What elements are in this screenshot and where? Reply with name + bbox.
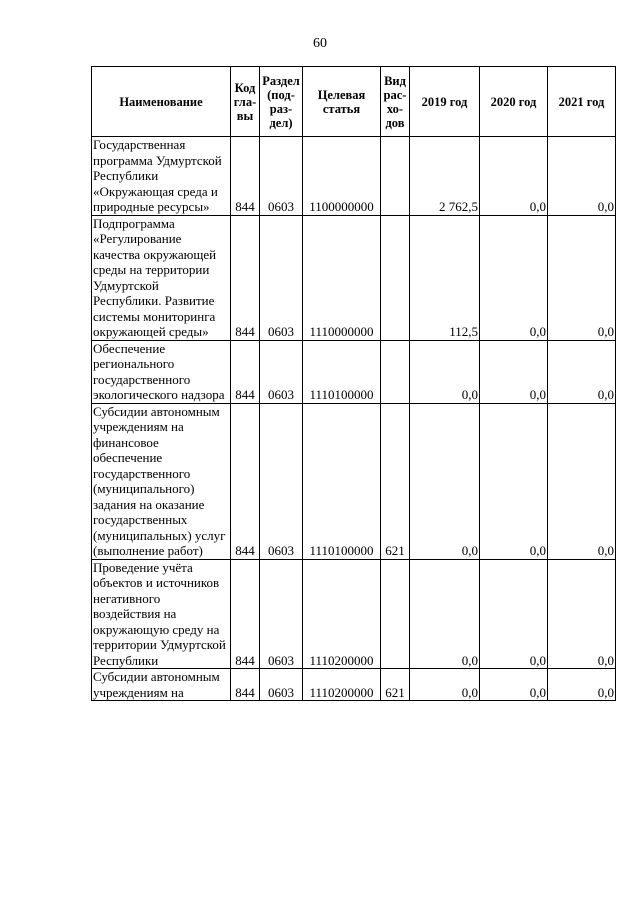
row-section: 0603 [260,215,303,340]
table-row [92,559,616,669]
row-2019: 0,0 [410,559,480,669]
row-chapter: 844 [231,137,260,216]
header-2020: 2020 год [480,67,548,137]
row-name: Субсидии автономным учреждениям на финансовое обеспечение государственного (муниципального) задания на оказание государственных (муниципальных) услуг (выполнение работ) [92,403,231,559]
header-2021: 2021 год [548,67,616,137]
row-name: Подпрограмма «Регулирование качества окружающей среды на территории Удмуртской Республики. Развитие системы мониторинга окружающей среды» [92,215,231,340]
table-row [92,137,616,216]
header-2019: 2019 год [410,67,480,137]
row-2019: 0,0 [410,403,480,559]
table-row [92,669,616,701]
row-target: 1110200000 [303,559,381,669]
row-chapter: 844 [231,215,260,340]
header-name: Наименование [92,67,231,137]
row-name: Обеспечение регионального государственного экологического надзора [92,340,231,403]
table-row [92,215,616,340]
row-expense [381,559,410,669]
row-section: 0603 [260,559,303,669]
row-name: Государственная программа Удмуртской Республики «Окружающая среда и природные ресурсы» [92,137,231,216]
row-section: 0603 [260,340,303,403]
row-chapter: 844 [231,340,260,403]
row-2021: 0,0 [548,215,616,340]
row-expense [381,340,410,403]
row-section: 0603 [260,403,303,559]
row-section: 0603 [260,669,303,701]
row-2020: 0,0 [480,403,548,559]
row-chapter: 844 [231,403,260,559]
row-expense [381,215,410,340]
row-2019: 0,0 [410,340,480,403]
row-name: Субсидии автономным учреждениям на [92,669,231,701]
header-target-article: Целевая статья [303,67,381,137]
table-header-row [92,67,616,137]
row-2021: 0,0 [548,403,616,559]
row-2021: 0,0 [548,137,616,216]
row-expense [381,137,410,216]
header-chapter-code: Код гла-вы [231,67,260,137]
table-row [92,340,616,403]
row-2021: 0,0 [548,340,616,403]
row-section: 0603 [260,137,303,216]
row-2019: 2 762,5 [410,137,480,216]
row-2020: 0,0 [480,559,548,669]
row-2020: 0,0 [480,137,548,216]
row-target: 1110100000 [303,340,381,403]
row-expense: 621 [381,669,410,701]
row-2021: 0,0 [548,559,616,669]
page-number: 60 [313,36,327,51]
table-row [92,403,616,559]
header-section: Раздел (под-раз-дел) [260,67,303,137]
row-2021: 0,0 [548,669,616,701]
row-name: Проведение учёта объектов и источников негативного воздействия на окружающую среду на территории Удмуртской Республики [92,559,231,669]
row-target: 1110200000 [303,669,381,701]
row-2019: 0,0 [410,669,480,701]
row-2019: 112,5 [410,215,480,340]
row-target: 1110100000 [303,403,381,559]
row-chapter: 844 [231,559,260,669]
row-2020: 0,0 [480,215,548,340]
row-2020: 0,0 [480,340,548,403]
budget-table [91,66,616,701]
header-expense-type: Вид рас-хо-дов [381,67,410,137]
row-target: 1100000000 [303,137,381,216]
row-chapter: 844 [231,669,260,701]
row-expense: 621 [381,403,410,559]
row-target: 1110000000 [303,215,381,340]
row-2020: 0,0 [480,669,548,701]
